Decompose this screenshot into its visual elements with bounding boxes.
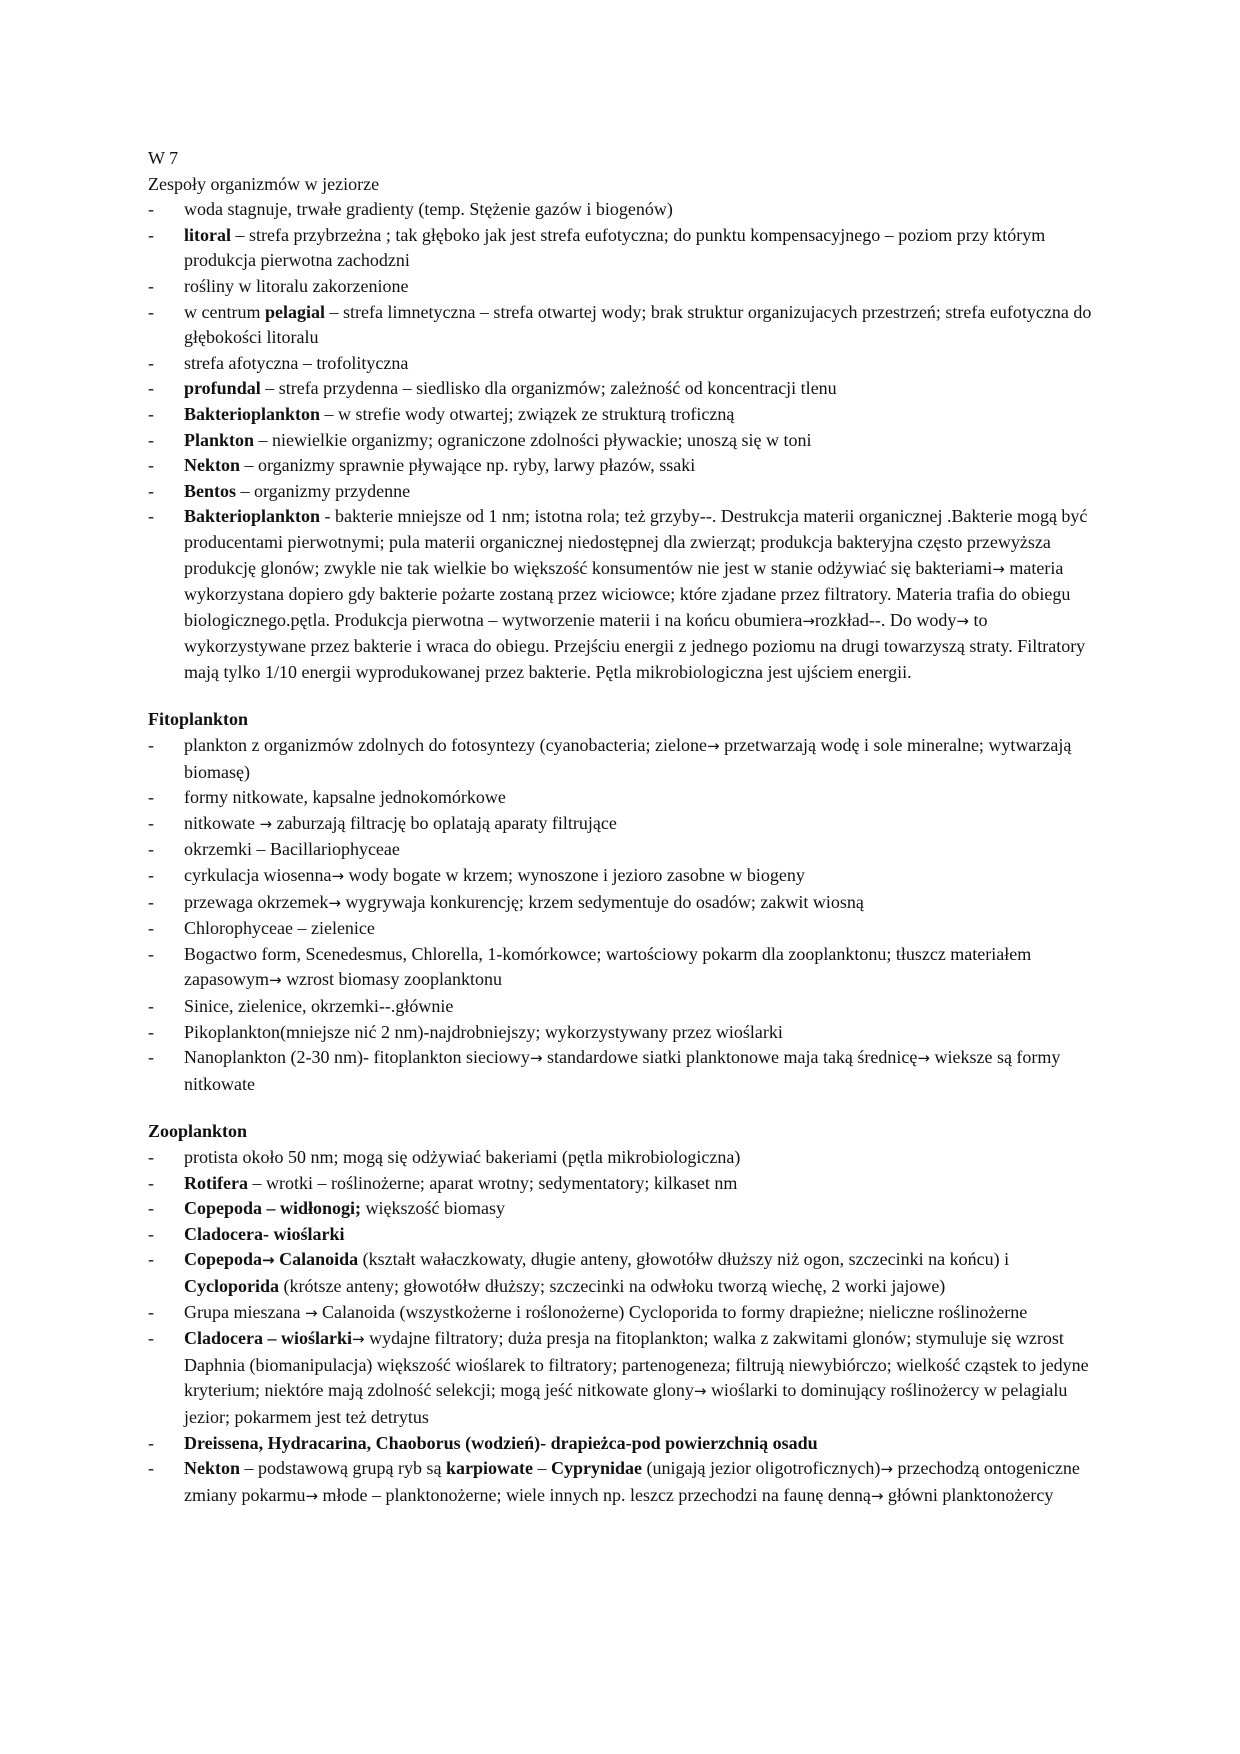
bullet-list — [148, 733, 1098, 1097]
text-run: – organizmy przydenne — [236, 480, 411, 501]
text-run: przetwarzają wodę i sole mineralne; wytwarzają biomasę) — [184, 735, 1072, 782]
list-item — [148, 300, 1098, 351]
text-run: – niewielkie organizmy; ograniczone zdolności pływackie; unoszą się w toni — [254, 429, 812, 450]
bold-term: Cladocera – wioślarki — [184, 1328, 352, 1349]
text-run: (unigają jezior oligotroficznych) — [642, 1458, 881, 1479]
document-subtitle: Zespoły organizmów w jeziorze — [148, 173, 380, 194]
list-item — [148, 479, 1098, 505]
text-run: rośliny w litoralu zakorzenione — [184, 275, 409, 296]
arrow-icon: → — [259, 814, 273, 833]
bold-term: Plankton — [184, 429, 255, 450]
arrow-icon: → — [352, 1330, 365, 1349]
list-item — [148, 1431, 1098, 1457]
list-item — [148, 916, 1098, 942]
text-run: Bogactwo form, Scenedesmus, Chlorella, 1-komórkowce; wartościowy pokarm dla zooplanktonu; tłuszcz materiałem zapasowym — [184, 943, 1032, 990]
text-run: - bakterie mniejsze od 1 nm; istotna rola; też grzyby--. Destrukcja materii organicznej .Bakterie mogą być producentami pierwotnymi; pula materii organicznej niedostępnej dla zwierząt; produkcja bakteryjna często przewyższa produkcję glonów; zwykle nie tak wielkie bo większość konsumentów nie jest w stanie odżywiać się bakteriami — [184, 506, 1088, 578]
section-heading: Fitoplankton — [148, 709, 249, 730]
list-item — [148, 351, 1098, 377]
text-run: Sinice, zielenice, okrzemki--.głównie — [184, 996, 454, 1016]
text-run: Nanoplankton (2-30 nm)- fitoplankton sieciowy — [184, 1047, 530, 1068]
list-item — [148, 1456, 1098, 1509]
text-run: rozkład--. Do wody — [814, 609, 957, 630]
bullet-list — [148, 1145, 1098, 1509]
text-run: – w strefie wody otwartej; związek ze strukturą troficzną — [320, 403, 735, 424]
list-item — [148, 1222, 1098, 1248]
text-run: – wrotki – roślinożerne; aparat wrotny; sedymentatory; kilkaset nm — [247, 1172, 738, 1193]
text-run: protista około 50 nm; mogą się odżywiać bakeriami (pętla mikrobiologiczna) — [184, 1146, 741, 1167]
list-item — [148, 994, 1098, 1020]
bold-term: Calanoida — [274, 1249, 359, 1270]
list-item — [148, 223, 1098, 274]
section-heading: Zooplankton — [148, 1121, 248, 1142]
text-run: Chlorophyceae – zielenice — [184, 918, 375, 939]
document-page — [148, 146, 1098, 1509]
text-run: przewaga okrzemek — [184, 891, 329, 912]
text-run: standardowe siatki planktonowe maja taką średnicę — [542, 1047, 918, 1068]
bold-term: Bakterioplankton — [184, 506, 321, 527]
text-run: wioślarki to dominujący roślinożercy w pelagialu jezior; pokarmem jest też detrytus — [184, 1380, 1068, 1427]
arrow-icon: → — [305, 1486, 319, 1505]
list-item — [148, 453, 1098, 479]
list-item — [148, 1300, 1098, 1327]
list-item — [148, 1196, 1098, 1222]
document-body — [148, 197, 1098, 1509]
arrow-icon: → — [529, 1049, 543, 1068]
text-run: plankton z organizmów zdolnych do fotosyntezy (cyanobacteria; zielone — [184, 735, 707, 756]
bold-term: Rotifera — [184, 1172, 248, 1193]
text-run: młode – planktonożerne; wiele innych np. leszcz przechodzi na faunę denną — [318, 1484, 871, 1505]
list-item — [148, 811, 1098, 838]
text-run: wody bogate w krzem; wynoszone i jezioro zasobne w biogeny — [344, 865, 805, 886]
arrow-icon: → — [262, 1251, 275, 1270]
bold-term: litoral — [184, 224, 231, 245]
bold-term: Cyprynidae — [550, 1458, 642, 1479]
arrow-icon: → — [304, 1303, 318, 1322]
section — [148, 197, 1098, 685]
list-item — [148, 890, 1098, 917]
text-run: większość biomasy — [361, 1198, 506, 1219]
text-run: – — [532, 1458, 551, 1479]
bold-term: Dreissena, Hydracarina, Chaoborus (wodzień)- drapieżca-pod powierzchnią osadu — [184, 1432, 818, 1453]
arrow-icon: → — [992, 559, 1005, 578]
list-item — [148, 504, 1098, 685]
text-run: nitkowate — [184, 812, 260, 833]
text-run: woda stagnuje, trwałe gradienty (temp. Stężenie gazów i biogenów) — [184, 199, 673, 220]
section — [148, 1119, 1098, 1509]
text-run: wieksze są formy nitkowate — [184, 1047, 1061, 1094]
text-run: – strefa przybrzeżna ; tak głęboko jak jest strefa eufotyczna; do punktu kompensacyjnego – poziom przy którym produkcja pierwotna zachodzni — [184, 224, 1046, 271]
list-item — [148, 733, 1098, 785]
text-run: formy nitkowate, kapsalne jednokomórkowe — [184, 787, 506, 808]
arrow-icon: → — [870, 1486, 884, 1505]
list-item — [148, 1020, 1098, 1046]
bold-term: Nekton — [184, 1458, 241, 1479]
arrow-icon: → — [917, 1049, 930, 1068]
bold-term: Cladocera- wioślarki — [184, 1223, 345, 1244]
list-item — [148, 428, 1098, 454]
bold-term: profundal — [184, 378, 261, 399]
text-run: materia wykorzystana dopiero gdy bakterie pożarte zostaną przez wiciowce; które zjadane przez filtratory. Materia trafia do obiegu biologicznego.pętla. Produkcja pierwotna – wytworzenie materii i na końcu obumiera — [184, 557, 1071, 630]
text-run: przechodzą ontogeniczne zmiany pokarmu — [184, 1458, 1080, 1505]
list-item — [148, 863, 1098, 890]
list-item — [148, 1045, 1098, 1097]
text-run: (kształt wałaczkowaty, długie anteny, głowotółw dłuższy niż ogon, szczecinki na końcu) i — [358, 1249, 1010, 1270]
arrow-icon: → — [328, 893, 341, 912]
text-run: – organizmy sprawnie pływające np. ryby, larwy płazów, ssaki — [240, 455, 696, 476]
arrow-icon: → — [706, 737, 720, 756]
arrow-icon: → — [268, 971, 282, 990]
arrow-icon: → — [331, 867, 345, 886]
bold-term: Copepoda — [184, 1249, 263, 1270]
text-run: wygrywaja konkurencję; krzem sedymentuje do osadów; zakwit wiosną — [341, 891, 864, 912]
text-run: – podstawową grupą ryb są — [240, 1458, 446, 1479]
list-item — [148, 1326, 1098, 1430]
text-run: Grupa mieszana — [184, 1301, 305, 1322]
text-run: cyrkulacja wiosenna — [184, 865, 332, 886]
arrow-icon: → — [956, 611, 969, 630]
text-run: okrzemki – Bacillariophyceae — [184, 839, 400, 860]
document-title: W 7 — [148, 148, 179, 168]
text-run: Pikoplankton(mniejsze nić 2 nm)-najdrobniejszy; wykorzystywany przez wioślarki — [184, 1021, 783, 1042]
list-item — [148, 1247, 1098, 1299]
bold-term: Cycloporida — [184, 1275, 280, 1296]
bold-term: Nekton — [184, 455, 241, 476]
text-run: Calanoida (wszystkożerne i roślonożerne) Cycloporida to formy drapieżne; nieliczne roślinożerne — [317, 1301, 1028, 1322]
list-item — [148, 1145, 1098, 1171]
text-run: – strefa limnetyczna – strefa otwartej wody; brak struktur organizujacych przestrzeń; strefa eufotyczna do głębokości litoralu — [184, 301, 1092, 348]
bold-term: Bentos — [184, 480, 237, 501]
list-item — [148, 837, 1098, 863]
bold-term: Copepoda – widłonogi; — [184, 1198, 362, 1219]
text-run: wzrost biomasy zooplanktonu — [281, 969, 503, 990]
list-item — [148, 942, 1098, 994]
text-run: w centrum — [184, 301, 265, 322]
text-run: (krótsze anteny; głowotółw dłuższy; szczecinki na odwłoku tworzą wiechę, 2 worki jajowe) — [279, 1275, 946, 1296]
bold-term: Bakterioplankton — [184, 403, 321, 424]
text-run: to wykorzystywane przez bakterie i wraca do obiegu. Przejściu energii z jednego poziomu na drugi towarzyszą straty. Filtratory mają tylko 1/10 energii wyprodukowanej przez bakterie. Pętla mikrobiologiczna jest ujściem energii. — [184, 609, 1086, 682]
list-item — [148, 1171, 1098, 1197]
list-item — [148, 274, 1098, 300]
section — [148, 707, 1098, 1097]
list-item — [148, 402, 1098, 428]
text-run: główni planktonożercy — [883, 1484, 1054, 1505]
text-run: – strefa przydenna – siedlisko dla organizmów; zależność od koncentracji tlenu — [260, 378, 837, 399]
text-run: strefa afotyczna – trofolityczna — [184, 352, 409, 373]
text-run: wydajne filtratory; duża presja na fitoplankton; walka z zakwitami glonów; stymuluje się wzrost Daphnia (biomanipulacja) większość wioślarek to filtratory; partenogeneza; filtrują niewybiórczo; wielkość cząstek to jedyne kryterium; niektóre mają zdolność selekcji; mogą jeść nitkowate glony — [184, 1328, 1089, 1401]
bold-term: karpiowate — [445, 1458, 533, 1479]
arrow-icon: → — [880, 1460, 893, 1479]
bold-term: pelagial — [264, 301, 325, 322]
text-run: zaburzają filtrację bo oplatają aparaty filtrujące — [272, 812, 617, 833]
bullet-list — [148, 197, 1098, 685]
list-item — [148, 376, 1098, 402]
list-item — [148, 785, 1098, 811]
list-item — [148, 197, 1098, 223]
arrow-icon: → — [802, 611, 815, 630]
arrow-icon: → — [693, 1382, 707, 1401]
